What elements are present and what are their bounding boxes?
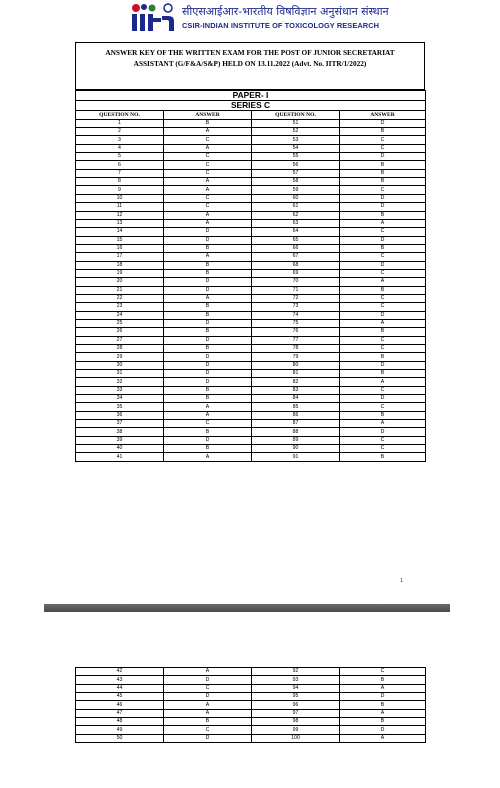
answer-cell: D	[340, 693, 426, 701]
question-number-cell: 4	[76, 144, 164, 152]
question-number-cell: 89	[252, 436, 340, 444]
table-row	[76, 228, 426, 236]
question-number-cell: 35	[76, 403, 164, 411]
answer-cell: A	[340, 278, 426, 286]
question-number-cell: 84	[252, 395, 340, 403]
table-row	[76, 144, 426, 152]
table-row	[76, 445, 426, 453]
answer-cell: A	[164, 403, 252, 411]
table-row	[76, 684, 426, 692]
answer-cell: D	[164, 361, 252, 369]
question-number-cell: 88	[252, 428, 340, 436]
answer-cell: A	[164, 178, 252, 186]
answer-cell: C	[164, 684, 252, 692]
question-number-cell: 48	[76, 718, 164, 726]
table-row	[76, 370, 426, 378]
question-number-cell: 71	[252, 286, 340, 294]
table-row	[76, 311, 426, 319]
answer-cell: A	[340, 219, 426, 227]
answer-cell: D	[164, 734, 252, 742]
answer-cell: D	[340, 361, 426, 369]
question-number-cell: 44	[76, 684, 164, 692]
answer-cell: A	[164, 294, 252, 302]
table-row	[76, 734, 426, 742]
answer-cell: C	[164, 194, 252, 202]
question-number-cell: 37	[76, 420, 164, 428]
answer-cell: B	[164, 261, 252, 269]
iitr-logo-icon	[128, 2, 176, 32]
answer-cell: D	[164, 378, 252, 386]
table-row	[76, 286, 426, 294]
question-number-cell: 87	[252, 420, 340, 428]
answer-cell: C	[340, 386, 426, 394]
answer-cell: B	[340, 161, 426, 169]
question-number-cell: 39	[76, 436, 164, 444]
answer-cell: A	[164, 411, 252, 419]
answer-cell: B	[164, 303, 252, 311]
column-header: QUESTION NO.	[252, 111, 340, 119]
paper-label: PAPER- I	[76, 91, 426, 101]
header-row	[76, 111, 426, 119]
answer-cell: D	[164, 676, 252, 684]
answer-cell: B	[340, 328, 426, 336]
question-number-cell: 82	[252, 378, 340, 386]
question-number-cell: 8	[76, 178, 164, 186]
answer-cell: D	[164, 278, 252, 286]
question-number-cell: 54	[252, 144, 340, 152]
question-number-cell: 60	[252, 194, 340, 202]
question-number-cell: 98	[252, 718, 340, 726]
question-number-cell: 52	[252, 128, 340, 136]
question-number-cell: 40	[76, 445, 164, 453]
answer-cell: D	[340, 726, 426, 734]
table-row	[76, 278, 426, 286]
answer-cell: C	[164, 726, 252, 734]
answer-cell: A	[164, 668, 252, 676]
question-number-cell: 46	[76, 701, 164, 709]
table-row	[76, 701, 426, 709]
answer-cell: A	[340, 319, 426, 327]
answer-cell: C	[340, 144, 426, 152]
document-title: ANSWER KEY OF THE WRITTEN EXAM FOR THE POST OF JUNIOR SECRETARIAT ASSISTANT (G/F&A/S&P) HELD ON 13.11.2022 (Advt. No. IITR/1/2022)	[75, 42, 425, 90]
question-number-cell: 57	[252, 169, 340, 177]
question-number-cell: 68	[252, 261, 340, 269]
answer-cell: D	[164, 286, 252, 294]
answer-cell: D	[164, 336, 252, 344]
question-number-cell: 55	[252, 153, 340, 161]
question-number-cell: 69	[252, 269, 340, 277]
table-row	[76, 386, 426, 394]
question-number-cell: 76	[252, 328, 340, 336]
table-row	[76, 211, 426, 219]
answer-cell: B	[340, 718, 426, 726]
question-number-cell: 43	[76, 676, 164, 684]
question-number-cell: 3	[76, 136, 164, 144]
table-row	[76, 236, 426, 244]
question-number-cell: 41	[76, 453, 164, 461]
answer-cell: A	[340, 378, 426, 386]
answer-cell: D	[340, 311, 426, 319]
question-number-cell: 78	[252, 345, 340, 353]
table-row	[76, 153, 426, 161]
question-number-cell: 67	[252, 253, 340, 261]
question-number-cell: 10	[76, 194, 164, 202]
question-number-cell: 36	[76, 411, 164, 419]
question-number-cell: 80	[252, 361, 340, 369]
answer-cell: B	[340, 676, 426, 684]
table-row	[76, 403, 426, 411]
question-number-cell: 15	[76, 236, 164, 244]
table-row	[76, 128, 426, 136]
question-number-cell: 28	[76, 345, 164, 353]
question-number-cell: 56	[252, 161, 340, 169]
question-number-cell: 96	[252, 701, 340, 709]
table-row	[76, 436, 426, 444]
answer-cell: D	[164, 236, 252, 244]
answer-cell: C	[164, 420, 252, 428]
institute-header	[128, 2, 389, 34]
answer-cell: D	[340, 428, 426, 436]
question-number-cell: 86	[252, 411, 340, 419]
answer-cell: D	[340, 203, 426, 211]
answer-cell: D	[340, 119, 426, 127]
answer-cell: A	[340, 734, 426, 742]
answer-cell: B	[340, 701, 426, 709]
series-label: SERIES C	[76, 101, 426, 111]
answer-cell: A	[164, 219, 252, 227]
table-row	[76, 269, 426, 277]
question-number-cell: 13	[76, 219, 164, 227]
question-number-cell: 33	[76, 386, 164, 394]
table-row	[76, 453, 426, 461]
table-row	[76, 336, 426, 344]
question-number-cell: 63	[252, 219, 340, 227]
table-row	[76, 319, 426, 327]
answer-cell: C	[340, 345, 426, 353]
answer-cell: B	[340, 286, 426, 294]
question-number-cell: 81	[252, 370, 340, 378]
table-row	[76, 119, 426, 127]
answer-cell: C	[164, 161, 252, 169]
table-row	[76, 203, 426, 211]
question-number-cell: 85	[252, 403, 340, 411]
page-2	[0, 616, 500, 788]
answer-cell: A	[164, 701, 252, 709]
question-number-cell: 93	[252, 676, 340, 684]
answer-cell: B	[164, 386, 252, 394]
answer-cell: D	[164, 353, 252, 361]
table-row	[76, 411, 426, 419]
table-row	[76, 726, 426, 734]
question-number-cell: 83	[252, 386, 340, 394]
table-row	[76, 186, 426, 194]
question-number-cell: 74	[252, 311, 340, 319]
answer-cell: C	[164, 169, 252, 177]
column-header: ANSWER	[340, 111, 426, 119]
answer-cell: C	[340, 253, 426, 261]
answer-cell: C	[340, 228, 426, 236]
answer-cell: C	[164, 136, 252, 144]
table-row	[76, 194, 426, 202]
answer-cell: B	[164, 244, 252, 252]
question-number-cell: 94	[252, 684, 340, 692]
question-number-cell: 50	[76, 734, 164, 742]
question-number-cell: 24	[76, 311, 164, 319]
question-number-cell: 1	[76, 119, 164, 127]
answer-cell: C	[164, 203, 252, 211]
answer-cell: B	[340, 211, 426, 219]
table-row	[76, 395, 426, 403]
answer-cell: B	[164, 119, 252, 127]
institute-english-name: CSIR-INDIAN INSTITUTE OF TOXICOLOGY RESEARCH	[182, 21, 380, 30]
answer-cell: A	[164, 253, 252, 261]
question-number-cell: 32	[76, 378, 164, 386]
series-row	[76, 101, 426, 111]
question-number-cell: 47	[76, 709, 164, 717]
question-number-cell: 66	[252, 244, 340, 252]
question-number-cell: 45	[76, 693, 164, 701]
answer-cell: B	[164, 428, 252, 436]
question-number-cell: 19	[76, 269, 164, 277]
table-row	[76, 378, 426, 386]
table-row	[76, 178, 426, 186]
answer-cell: A	[164, 709, 252, 717]
table-row	[76, 261, 426, 269]
answer-cell: D	[164, 436, 252, 444]
question-number-cell: 22	[76, 294, 164, 302]
paper-row	[76, 91, 426, 101]
question-number-cell: 30	[76, 361, 164, 369]
answer-cell: A	[164, 453, 252, 461]
question-number-cell: 75	[252, 319, 340, 327]
table-row	[76, 428, 426, 436]
answer-cell: B	[164, 345, 252, 353]
answer-cell: D	[164, 319, 252, 327]
page-number: 1	[400, 578, 404, 584]
table-row	[76, 693, 426, 701]
table-row	[76, 345, 426, 353]
question-number-cell: 49	[76, 726, 164, 734]
table-row	[76, 136, 426, 144]
question-number-cell: 16	[76, 244, 164, 252]
answer-cell: B	[164, 718, 252, 726]
question-number-cell: 97	[252, 709, 340, 717]
answer-cell: D	[164, 370, 252, 378]
question-number-cell: 65	[252, 236, 340, 244]
question-number-cell: 59	[252, 186, 340, 194]
answer-cell: C	[340, 668, 426, 676]
question-number-cell: 12	[76, 211, 164, 219]
table-row	[76, 161, 426, 169]
page-separator	[44, 604, 450, 612]
answer-cell: B	[340, 128, 426, 136]
question-number-cell: 91	[252, 453, 340, 461]
answer-cell: A	[164, 144, 252, 152]
table-row	[76, 709, 426, 717]
question-number-cell: 64	[252, 228, 340, 236]
answer-cell: C	[340, 303, 426, 311]
answer-cell: B	[340, 411, 426, 419]
question-number-cell: 14	[76, 228, 164, 236]
question-number-cell: 6	[76, 161, 164, 169]
answer-cell: D	[164, 693, 252, 701]
question-number-cell: 72	[252, 294, 340, 302]
question-number-cell: 92	[252, 668, 340, 676]
answer-cell: D	[340, 194, 426, 202]
column-header: ANSWER	[164, 111, 252, 119]
question-number-cell: 25	[76, 319, 164, 327]
answer-cell: D	[340, 261, 426, 269]
question-number-cell: 73	[252, 303, 340, 311]
answer-cell: A	[164, 186, 252, 194]
question-number-cell: 95	[252, 693, 340, 701]
question-number-cell: 29	[76, 353, 164, 361]
table-row	[76, 219, 426, 227]
answer-cell: B	[164, 311, 252, 319]
answer-cell: D	[164, 228, 252, 236]
question-number-cell: 5	[76, 153, 164, 161]
answer-cell: D	[340, 236, 426, 244]
question-number-cell: 27	[76, 336, 164, 344]
answer-cell: C	[340, 136, 426, 144]
question-number-cell: 17	[76, 253, 164, 261]
column-header: QUESTION NO.	[76, 111, 164, 119]
answer-key-table	[75, 90, 426, 462]
question-number-cell: 77	[252, 336, 340, 344]
answer-cell: C	[164, 153, 252, 161]
question-number-cell: 79	[252, 353, 340, 361]
answer-cell: B	[340, 453, 426, 461]
answer-cell: C	[340, 336, 426, 344]
question-number-cell: 53	[252, 136, 340, 144]
answer-cell: A	[340, 709, 426, 717]
answer-cell: B	[164, 395, 252, 403]
question-number-cell: 20	[76, 278, 164, 286]
answer-cell: B	[340, 178, 426, 186]
answer-cell: B	[164, 445, 252, 453]
question-number-cell: 42	[76, 668, 164, 676]
question-number-cell: 2	[76, 128, 164, 136]
table-row	[76, 361, 426, 369]
answer-cell: C	[340, 445, 426, 453]
table-row	[76, 353, 426, 361]
question-number-cell: 31	[76, 370, 164, 378]
answer-cell: D	[340, 395, 426, 403]
answer-cell: D	[340, 153, 426, 161]
table-row	[76, 420, 426, 428]
table-row	[76, 294, 426, 302]
question-number-cell: 58	[252, 178, 340, 186]
table-row	[76, 244, 426, 252]
table-row	[76, 676, 426, 684]
table-row	[76, 253, 426, 261]
answer-cell: B	[340, 169, 426, 177]
table-row	[76, 718, 426, 726]
question-number-cell: 61	[252, 203, 340, 211]
question-number-cell: 90	[252, 445, 340, 453]
answer-cell: A	[164, 211, 252, 219]
question-number-cell: 38	[76, 428, 164, 436]
question-number-cell: 18	[76, 261, 164, 269]
question-number-cell: 26	[76, 328, 164, 336]
answer-key-table-continued	[75, 667, 426, 743]
answer-cell: A	[340, 420, 426, 428]
question-number-cell: 9	[76, 186, 164, 194]
answer-cell: C	[340, 186, 426, 194]
question-number-cell: 23	[76, 303, 164, 311]
table-row	[76, 169, 426, 177]
table-row	[76, 328, 426, 336]
answer-cell: A	[340, 684, 426, 692]
question-number-cell: 11	[76, 203, 164, 211]
table-row	[76, 303, 426, 311]
question-number-cell: 70	[252, 278, 340, 286]
question-number-cell: 99	[252, 726, 340, 734]
answer-cell: B	[340, 353, 426, 361]
question-number-cell: 34	[76, 395, 164, 403]
question-number-cell: 21	[76, 286, 164, 294]
answer-cell: C	[340, 294, 426, 302]
answer-cell: B	[340, 244, 426, 252]
question-number-cell: 62	[252, 211, 340, 219]
answer-cell: A	[164, 128, 252, 136]
answer-cell: C	[340, 269, 426, 277]
institute-hindi-name: सीएसआईआर-भारतीय विषविज्ञान अनुसंधान संस्थान	[182, 5, 389, 18]
question-number-cell: 7	[76, 169, 164, 177]
table-row	[76, 668, 426, 676]
answer-cell: C	[340, 403, 426, 411]
answer-cell: B	[164, 269, 252, 277]
answer-cell: C	[340, 436, 426, 444]
answer-cell: B	[340, 370, 426, 378]
answer-cell: B	[164, 328, 252, 336]
question-number-cell: 51	[252, 119, 340, 127]
question-number-cell: 100	[252, 734, 340, 742]
